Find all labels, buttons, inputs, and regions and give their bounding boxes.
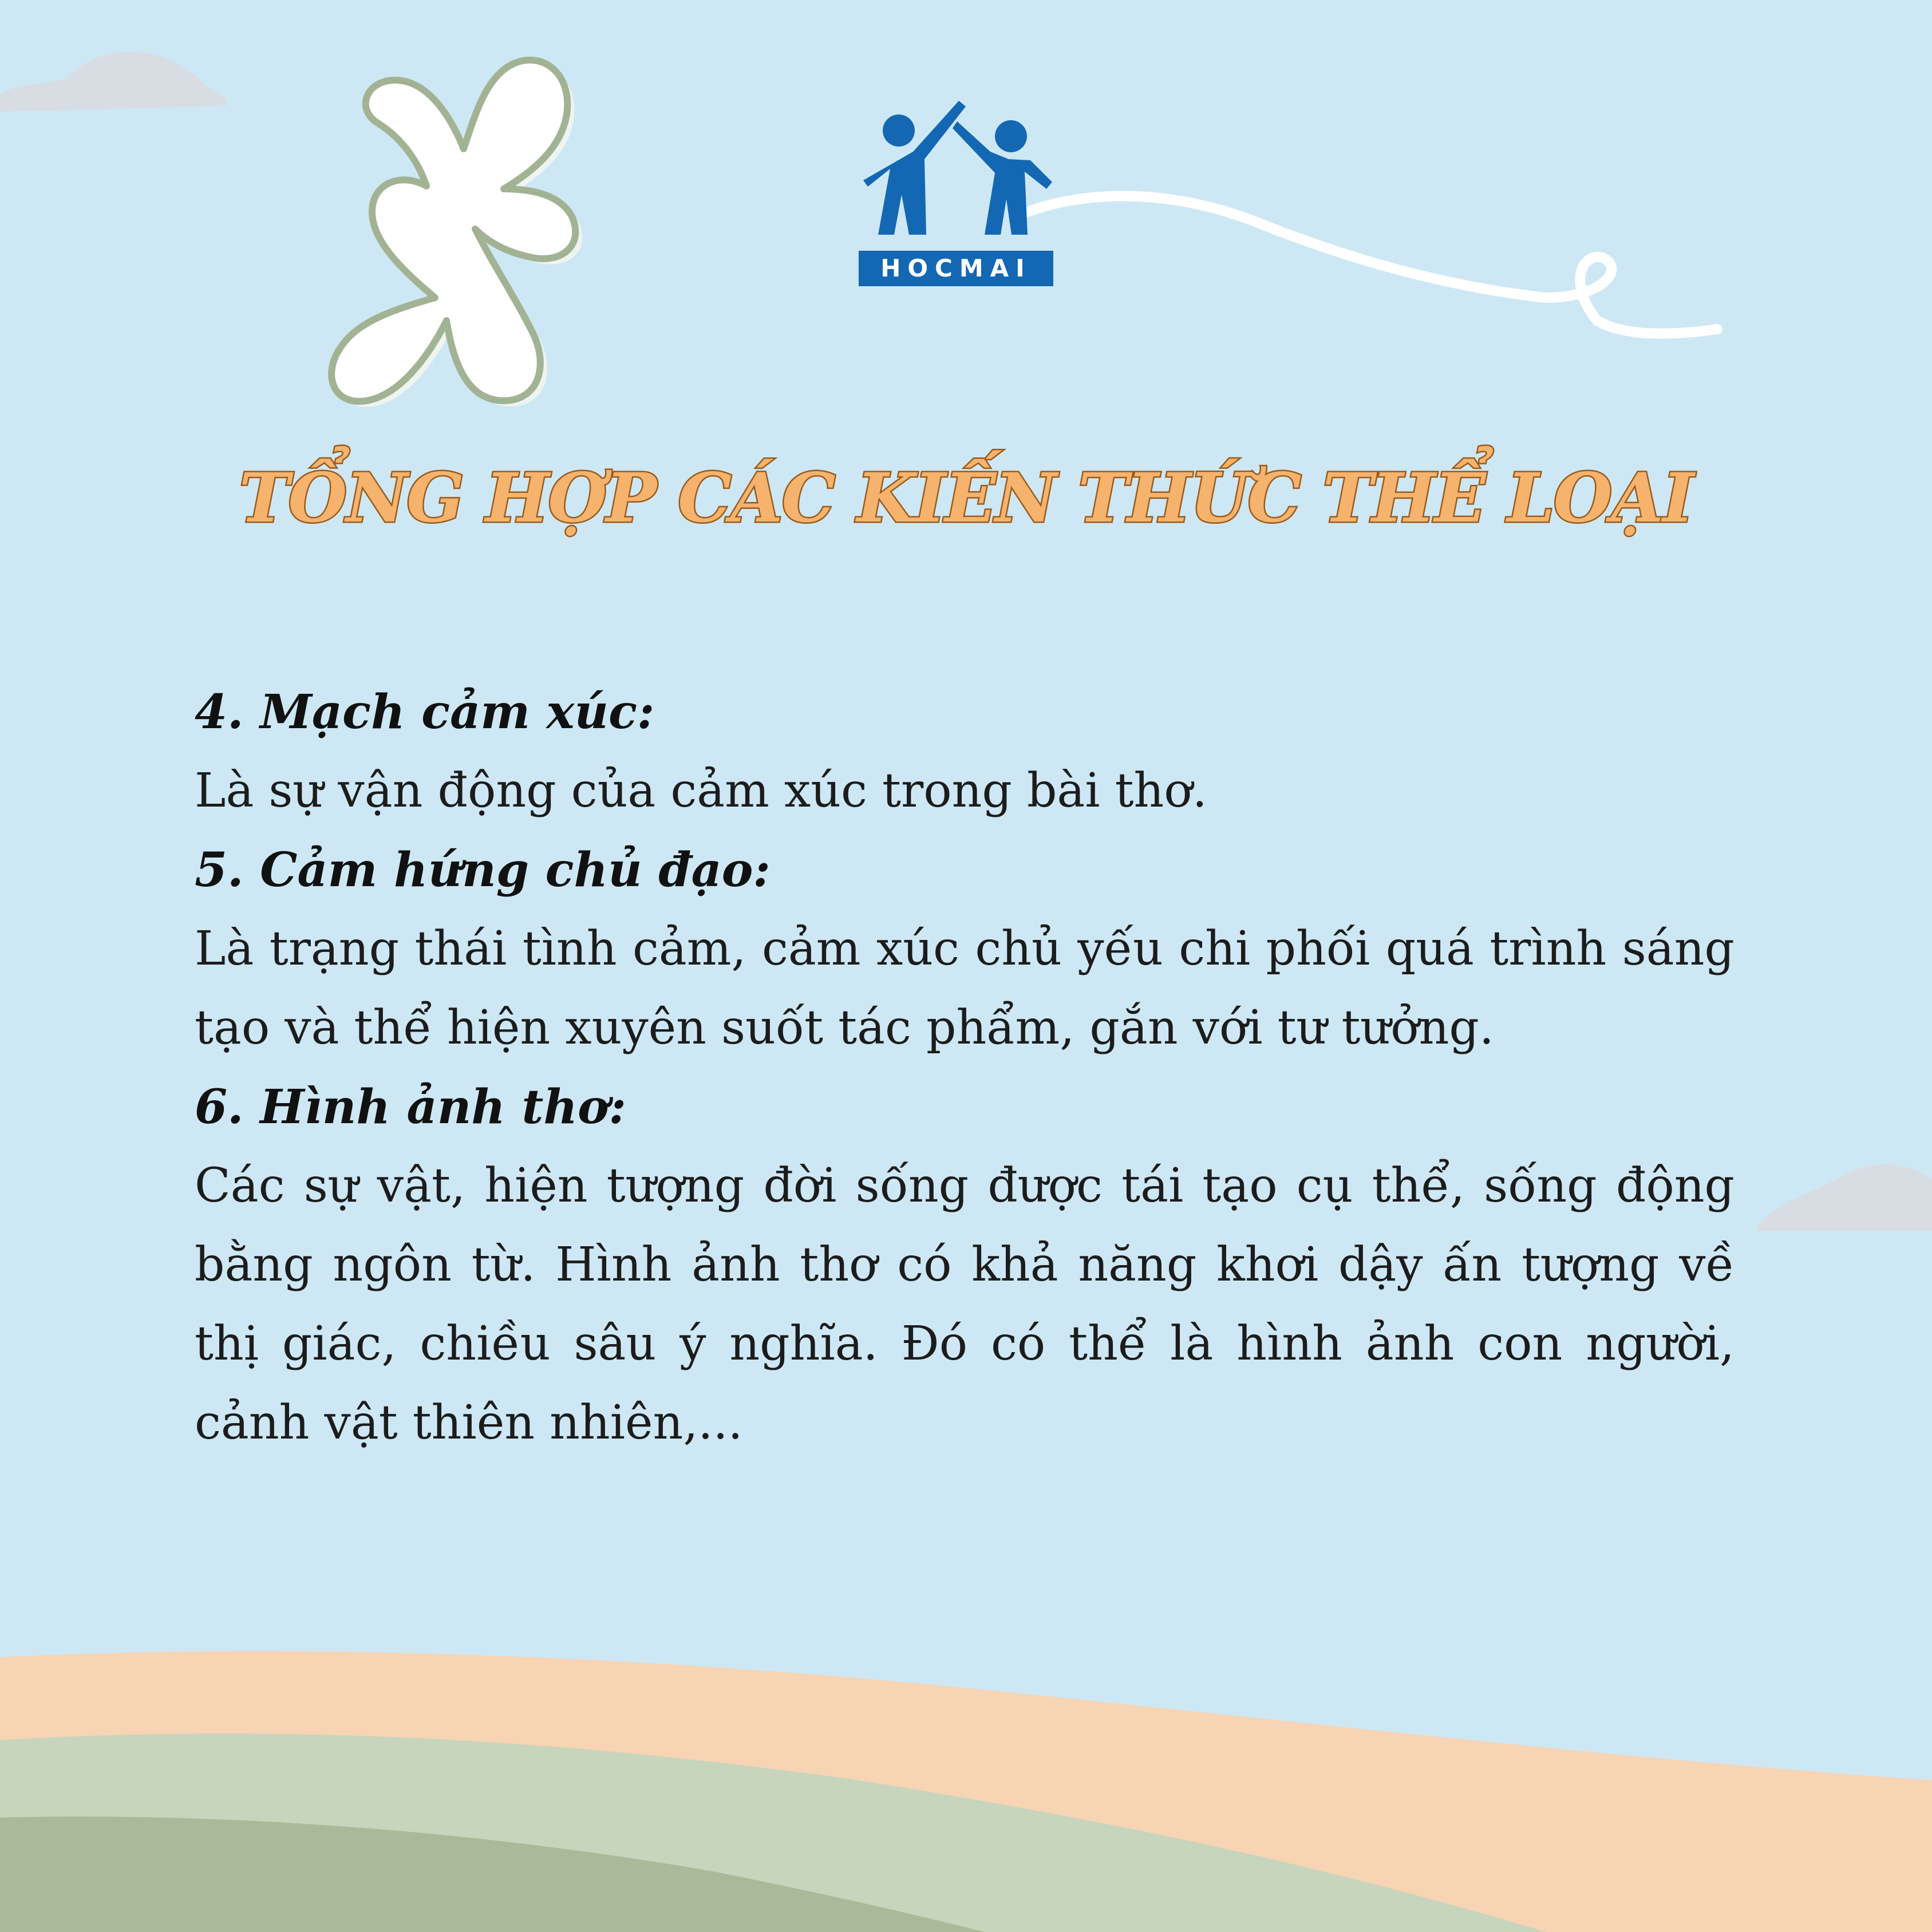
section-text: Là trạng thái tình cảm, cảm xúc chủ yếu chi phối quá trình sáng tạo và thể hiện xuyên suốt tác phẩm, gắn với tư tưởng. <box>195 922 1735 1055</box>
people-icon <box>859 97 1053 252</box>
squiggle-line <box>1025 196 1717 333</box>
section-heading: 5. Cảm hứng chủ đạo: <box>195 843 771 898</box>
logo-wordmark: HOCMAI <box>859 251 1053 286</box>
section-text: Là sự vận động của cảm xúc trong bài thơ. <box>195 764 1207 818</box>
hocmai-logo <box>859 97 1053 286</box>
flower-icon <box>331 60 582 407</box>
cloud-right <box>1757 1164 1932 1231</box>
section-heading: 4. Mạch cảm xúc: <box>195 685 655 740</box>
content-body <box>195 673 1735 1463</box>
page-title: TỔNG HỢP CÁC KIẾN THỨC THỂ LOẠI <box>239 458 1693 538</box>
section-text: Các sự vật, hiện tượng đời sống được tái tạo cụ thể, sống động bằng ngôn từ. Hình ảnh thơ có khả năng khơi dậy ấn tượng về thị giác, chiều sâu ý nghĩa. Đó có thể là hình ảnh con người, cảnh vật thiên nhiên,... <box>195 1159 1735 1450</box>
cloud-top-left <box>0 52 227 112</box>
section-heading: 6. Hình ảnh thơ: <box>195 1080 626 1135</box>
